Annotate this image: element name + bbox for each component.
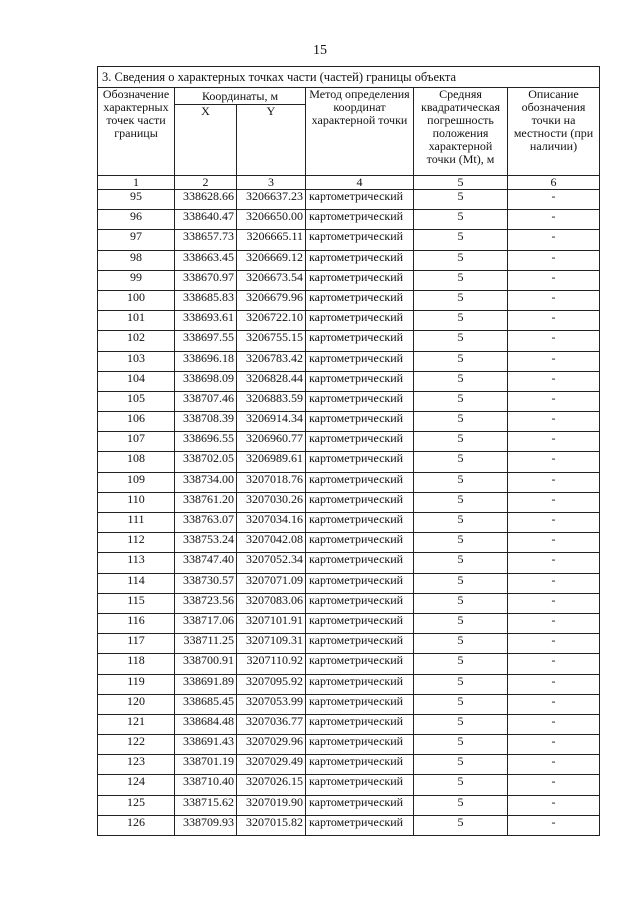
header-method: Метод определения координат характерной точки (306, 88, 414, 176)
coord-y: 3206679.96 (237, 290, 306, 310)
coord-x: 338685.45 (175, 694, 237, 714)
coord-x: 338711.25 (175, 634, 237, 654)
table-row (98, 735, 600, 755)
coord-x: 338700.91 (175, 654, 237, 674)
coord-x: 338715.62 (175, 795, 237, 815)
method-cell: картометрический (306, 351, 414, 371)
point-number: 125 (98, 795, 175, 815)
table-row (98, 815, 600, 835)
table-row (98, 250, 600, 270)
coord-y: 3206722.10 (237, 311, 306, 331)
method-cell: картометрический (306, 815, 414, 835)
coord-y: 3206650.00 (237, 210, 306, 230)
error-cell: 5 (414, 533, 508, 553)
coord-x: 338628.66 (175, 190, 237, 210)
page-number: 15 (313, 43, 327, 58)
coord-x: 338747.40 (175, 553, 237, 573)
description-cell: - (508, 533, 600, 553)
table-row (98, 755, 600, 775)
error-cell: 5 (414, 654, 508, 674)
method-cell: картометрический (306, 573, 414, 593)
table-row (98, 432, 600, 452)
error-cell: 5 (414, 573, 508, 593)
table-row (98, 230, 600, 250)
table-row (98, 472, 600, 492)
coord-x: 338763.07 (175, 513, 237, 533)
error-cell: 5 (414, 351, 508, 371)
coord-y: 3207026.15 (237, 775, 306, 795)
table-row (98, 190, 600, 210)
table-row (98, 573, 600, 593)
table-row (98, 210, 600, 230)
point-number: 102 (98, 331, 175, 351)
method-cell: картометрический (306, 654, 414, 674)
error-cell: 5 (414, 432, 508, 452)
coord-y: 3206960.77 (237, 432, 306, 452)
table-row (98, 634, 600, 654)
description-cell: - (508, 391, 600, 411)
method-cell: картометрический (306, 755, 414, 775)
coord-x: 338708.39 (175, 412, 237, 432)
coord-y: 3207101.91 (237, 613, 306, 633)
description-cell: - (508, 230, 600, 250)
coord-y: 3207083.06 (237, 593, 306, 613)
header-x: X (175, 105, 237, 176)
table-row (98, 553, 600, 573)
method-cell: картометрический (306, 735, 414, 755)
coord-y: 3206989.61 (237, 452, 306, 472)
point-number: 114 (98, 573, 175, 593)
method-cell: картометрический (306, 674, 414, 694)
description-cell: - (508, 795, 600, 815)
method-cell: картометрический (306, 513, 414, 533)
description-cell: - (508, 492, 600, 512)
coord-x: 338684.48 (175, 714, 237, 734)
coord-x: 338707.46 (175, 391, 237, 411)
point-number: 126 (98, 815, 175, 835)
description-cell: - (508, 593, 600, 613)
description-cell: - (508, 573, 600, 593)
coord-y: 3207029.96 (237, 735, 306, 755)
table-row (98, 290, 600, 310)
coord-x: 338717.06 (175, 613, 237, 633)
error-cell: 5 (414, 270, 508, 290)
coord-y: 3207029.49 (237, 755, 306, 775)
coord-x: 338685.83 (175, 290, 237, 310)
column-number: 2 (175, 176, 237, 190)
coord-x: 338730.57 (175, 573, 237, 593)
column-number: 3 (237, 176, 306, 190)
table-row (98, 714, 600, 734)
table-row (98, 694, 600, 714)
coord-x: 338670.97 (175, 270, 237, 290)
error-cell: 5 (414, 210, 508, 230)
description-cell: - (508, 270, 600, 290)
coord-x: 338702.05 (175, 452, 237, 472)
coord-y: 3207018.76 (237, 472, 306, 492)
description-cell: - (508, 452, 600, 472)
error-cell: 5 (414, 755, 508, 775)
description-cell: - (508, 331, 600, 351)
point-number: 113 (98, 553, 175, 573)
error-cell: 5 (414, 250, 508, 270)
point-number: 121 (98, 714, 175, 734)
error-cell: 5 (414, 775, 508, 795)
coord-x: 338640.47 (175, 210, 237, 230)
point-number: 110 (98, 492, 175, 512)
method-cell: картометрический (306, 290, 414, 310)
table-row (98, 513, 600, 533)
coord-y: 3207015.82 (237, 815, 306, 835)
error-cell: 5 (414, 553, 508, 573)
point-number: 123 (98, 755, 175, 775)
coord-y: 3207036.77 (237, 714, 306, 734)
description-cell: - (508, 311, 600, 331)
table-row (98, 593, 600, 613)
description-cell: - (508, 432, 600, 452)
error-cell: 5 (414, 795, 508, 815)
description-cell: - (508, 755, 600, 775)
coord-x: 338761.20 (175, 492, 237, 512)
description-cell: - (508, 674, 600, 694)
point-number: 95 (98, 190, 175, 210)
point-number: 120 (98, 694, 175, 714)
coord-y: 3206883.59 (237, 391, 306, 411)
table-row (98, 452, 600, 472)
method-cell: картометрический (306, 472, 414, 492)
description-cell: - (508, 654, 600, 674)
coord-x: 338696.55 (175, 432, 237, 452)
method-cell: картометрический (306, 452, 414, 472)
description-cell: - (508, 694, 600, 714)
method-cell: картометрический (306, 230, 414, 250)
header-description: Описание обозначения точки на местности (при наличии) (508, 88, 600, 176)
table-row (98, 492, 600, 512)
method-cell: картометрический (306, 553, 414, 573)
method-cell: картометрический (306, 270, 414, 290)
point-number: 104 (98, 371, 175, 391)
error-cell: 5 (414, 714, 508, 734)
error-cell: 5 (414, 694, 508, 714)
method-cell: картометрический (306, 795, 414, 815)
coord-x: 338734.00 (175, 472, 237, 492)
table-row (98, 654, 600, 674)
coord-y: 3207110.92 (237, 654, 306, 674)
column-number: 6 (508, 176, 600, 190)
point-number: 116 (98, 613, 175, 633)
coord-x: 338710.40 (175, 775, 237, 795)
error-cell: 5 (414, 230, 508, 250)
point-number: 98 (98, 250, 175, 270)
coord-x: 338657.73 (175, 230, 237, 250)
description-cell: - (508, 815, 600, 835)
description-cell: - (508, 412, 600, 432)
table-row (98, 412, 600, 432)
coord-y: 3206673.54 (237, 270, 306, 290)
point-number: 111 (98, 513, 175, 533)
method-cell: картометрический (306, 250, 414, 270)
method-cell: картометрический (306, 593, 414, 613)
table-row (98, 311, 600, 331)
error-cell: 5 (414, 492, 508, 512)
error-cell: 5 (414, 634, 508, 654)
column-number: 5 (414, 176, 508, 190)
error-cell: 5 (414, 674, 508, 694)
coord-y: 3206665.11 (237, 230, 306, 250)
point-number: 99 (98, 270, 175, 290)
coord-x: 338663.45 (175, 250, 237, 270)
point-number: 105 (98, 391, 175, 411)
method-cell: картометрический (306, 311, 414, 331)
table-row (98, 351, 600, 371)
coord-x: 338697.55 (175, 331, 237, 351)
method-cell: картометрический (306, 371, 414, 391)
error-cell: 5 (414, 311, 508, 331)
table-row (98, 775, 600, 795)
table-row (98, 613, 600, 633)
coord-y: 3207034.16 (237, 513, 306, 533)
description-cell: - (508, 613, 600, 633)
method-cell: картометрический (306, 331, 414, 351)
table-row (98, 391, 600, 411)
error-cell: 5 (414, 452, 508, 472)
description-cell: - (508, 735, 600, 755)
method-cell: картометрический (306, 714, 414, 734)
column-number: 1 (98, 176, 175, 190)
method-cell: картометрический (306, 210, 414, 230)
point-number: 108 (98, 452, 175, 472)
point-number: 122 (98, 735, 175, 755)
method-cell: картометрический (306, 412, 414, 432)
coord-x: 338723.56 (175, 593, 237, 613)
description-cell: - (508, 371, 600, 391)
header-y: Y (237, 105, 306, 176)
coord-x: 338753.24 (175, 533, 237, 553)
point-number: 124 (98, 775, 175, 795)
coord-x: 338701.19 (175, 755, 237, 775)
point-number: 109 (98, 472, 175, 492)
column-number: 4 (306, 176, 414, 190)
coord-y: 3207053.99 (237, 694, 306, 714)
method-cell: картометрический (306, 694, 414, 714)
description-cell: - (508, 290, 600, 310)
point-number: 106 (98, 412, 175, 432)
table-row (98, 270, 600, 290)
point-number: 103 (98, 351, 175, 371)
coord-y: 3206755.15 (237, 331, 306, 351)
coord-y: 3206637.23 (237, 190, 306, 210)
error-cell: 5 (414, 472, 508, 492)
coord-x: 338698.09 (175, 371, 237, 391)
coord-y: 3207019.90 (237, 795, 306, 815)
point-number: 96 (98, 210, 175, 230)
coord-y: 3207042.08 (237, 533, 306, 553)
error-cell: 5 (414, 815, 508, 835)
error-cell: 5 (414, 593, 508, 613)
coord-y: 3207109.31 (237, 634, 306, 654)
coord-x: 338709.93 (175, 815, 237, 835)
table-row (98, 674, 600, 694)
header-error: Средняя квадратическая погрешность положения характерной точки (Mt), м (414, 88, 508, 176)
method-cell: картометрический (306, 533, 414, 553)
point-number: 115 (98, 593, 175, 613)
table-caption: 3. Сведения о характерных точках части (частей) границы объекта (98, 67, 600, 88)
method-cell: картометрический (306, 190, 414, 210)
error-cell: 5 (414, 190, 508, 210)
method-cell: картометрический (306, 391, 414, 411)
error-cell: 5 (414, 412, 508, 432)
boundary-points-table (97, 66, 600, 836)
point-number: 100 (98, 290, 175, 310)
coord-y: 3207030.26 (237, 492, 306, 512)
table-row (98, 371, 600, 391)
error-cell: 5 (414, 331, 508, 351)
coord-y: 3207071.09 (237, 573, 306, 593)
table-row (98, 331, 600, 351)
description-cell: - (508, 250, 600, 270)
description-cell: - (508, 553, 600, 573)
coord-x: 338691.89 (175, 674, 237, 694)
point-number: 107 (98, 432, 175, 452)
method-cell: картометрический (306, 492, 414, 512)
table-row (98, 795, 600, 815)
description-cell: - (508, 351, 600, 371)
coord-y: 3206669.12 (237, 250, 306, 270)
header-coordinates: Координаты, м (175, 88, 306, 105)
point-number: 118 (98, 654, 175, 674)
column-number-row (98, 176, 600, 190)
coord-x: 338693.61 (175, 311, 237, 331)
point-number: 119 (98, 674, 175, 694)
description-cell: - (508, 513, 600, 533)
description-cell: - (508, 472, 600, 492)
point-number: 117 (98, 634, 175, 654)
description-cell: - (508, 775, 600, 795)
coord-y: 3207052.34 (237, 553, 306, 573)
error-cell: 5 (414, 290, 508, 310)
table-row (98, 533, 600, 553)
coord-y: 3207095.92 (237, 674, 306, 694)
point-number: 101 (98, 311, 175, 331)
error-cell: 5 (414, 391, 508, 411)
description-cell: - (508, 714, 600, 734)
coord-y: 3206783.42 (237, 351, 306, 371)
method-cell: картометрический (306, 432, 414, 452)
description-cell: - (508, 210, 600, 230)
method-cell: картометрический (306, 775, 414, 795)
method-cell: картометрический (306, 634, 414, 654)
error-cell: 5 (414, 613, 508, 633)
coord-y: 3206914.34 (237, 412, 306, 432)
coord-x: 338691.43 (175, 735, 237, 755)
method-cell: картометрический (306, 613, 414, 633)
header-designation: Обозначение характерных точек части границы (98, 88, 175, 176)
coord-x: 338696.18 (175, 351, 237, 371)
point-number: 112 (98, 533, 175, 553)
point-number: 97 (98, 230, 175, 250)
error-cell: 5 (414, 371, 508, 391)
error-cell: 5 (414, 735, 508, 755)
description-cell: - (508, 634, 600, 654)
error-cell: 5 (414, 513, 508, 533)
coord-y: 3206828.44 (237, 371, 306, 391)
description-cell: - (508, 190, 600, 210)
